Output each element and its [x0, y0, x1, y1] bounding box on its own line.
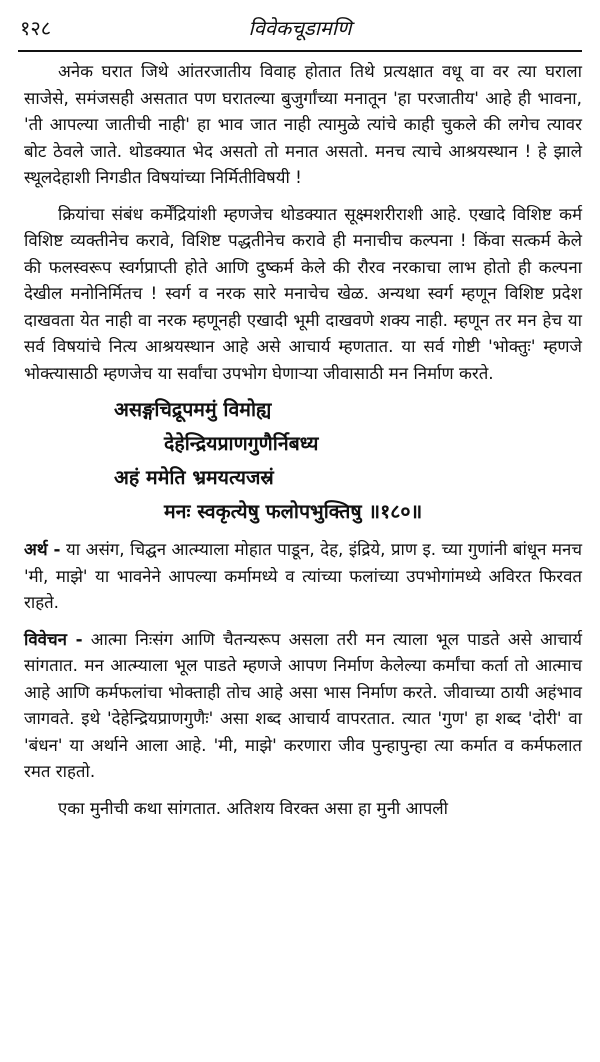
paragraph-last: एका मुनीची कथा सांगतात. अतिशय विरक्त असा हा मुनी आपली — [58, 797, 448, 818]
header-rule — [18, 50, 582, 52]
verse-block — [24, 393, 582, 529]
verse-line-3: अहं ममेति भ्रमयत्यजस्रं — [114, 466, 274, 489]
verse-line-4: मनः स्वकृत्येषु फलोपभुक्तिषु ॥१८०॥ — [164, 500, 423, 523]
meaning-label: अर्थ - — [24, 539, 61, 559]
running-title: विवेकचूडामणि — [248, 16, 352, 40]
page-number: १२८ — [20, 16, 52, 40]
paragraph-1: अनेक घरात जिथे आंतरजातीय विवाह होतात तिथे प्रत्यक्षात वधू वा वर त्या घराला साजेसे, समंजसही असतात पण घरातल्या बुजुर्गांच्या मनातून 'हा परजातीय' आहे ही भावना, 'ती आपल्या जातीची नाही' हा भाव जात नाही त्यामुळे त्यांचे काही चुकले की लगेच त्यावर बोट ठेवले जाते. थोडक्यात भेद असतो तो मनात असतो. मनच त्याचे आश्रयस्थान ! हे झाले स्थूलदेहाशी निगडीत विषयांच्या निर्मितीविषयी ! — [24, 61, 582, 187]
commentary-paragraph — [24, 626, 582, 785]
meaning-paragraph — [24, 536, 582, 616]
meaning-text: या असंग, चिद्घन आत्म्याला मोहात पाडून, देह, इंद्रिये, प्राण इ. च्या गुणांनी बांधून मनच 'मी, माझे' या भावनेने आपल्या कर्मामध्ये व त्यांच्या फलांच्या उपभोगांमध्ये अविरत फिरवत राहते. — [24, 539, 582, 612]
paragraph-2: क्रियांचा संबंध कर्मेंद्रियांशी म्हणजेच थोडक्यात सूक्ष्मशरीराशी आहे. एखादे विशिष्ट कर्म विशिष्ट व्यक्तीनेच करावे, विशिष्ट पद्धतीनेच करावे ही मनाचीच कल्पना ! किंवा सत्कर्म केले की फलस्वरूप स्वर्गप्राप्ती होते आणि दुष्कर्म केले की रौरव नरकाचा लाभ होतो ही कल्पना देखील मनोनिर्मितच ! स्वर्ग व नरक सारे मनाचेच खेळ. अन्यथा स्वर्ग म्हणून विशिष्ट प्रदेश दाखवता येत नाही वा नरक म्हणूनही एखादी भूमी दाखवणे शक्य नाही. म्हणून तर मन हेच या सर्व विषयांचे नित्य आश्रयस्थान आहे असे आचार्य म्हणतात. या सर्व गोष्टी 'भोक्तुः' म्हणजे भोक्त्यासाठी म्हणजेच या सर्वांचा उपभोग घेणाऱ्या जीवासाठी मन निर्माण करते. — [24, 203, 582, 383]
verse-line-2: देहेन्द्रियप्राणगुणैर्निबध्य — [164, 432, 319, 455]
verse-line-1: असङ्गचिद्रूपममुं विमोह्य — [114, 398, 272, 421]
page-body — [24, 58, 582, 821]
commentary-text: आत्मा निःसंग आणि चैतन्यरूप असला तरी मन त्याला भूल पाडते असे आचार्य सांगतात. मन आत्म्याला भूल पाडते म्हणजे आपण निर्माण केलेल्या कर्मांचा कर्ता तो आत्माच आहे आणि कर्मफलांचा भोक्ताही तोच आहे असा भास निर्माण करते. जीवाच्या ठायी अहंभाव जागवते. इथे 'देहेन्द्रियप्राणगुणैः' असा शब्द आचार्य वापरतात. त्यात 'गुण' हा शब्द 'दोरी' वा 'बंधन' या अर्थाने आला आहे. 'मी, माझे' करणारा जीव पुन्हापुन्हा त्या कर्मात व कर्मफलात रमत राहतो. — [24, 628, 582, 781]
commentary-label: विवेचन - — [24, 628, 83, 649]
page-header — [20, 12, 580, 46]
